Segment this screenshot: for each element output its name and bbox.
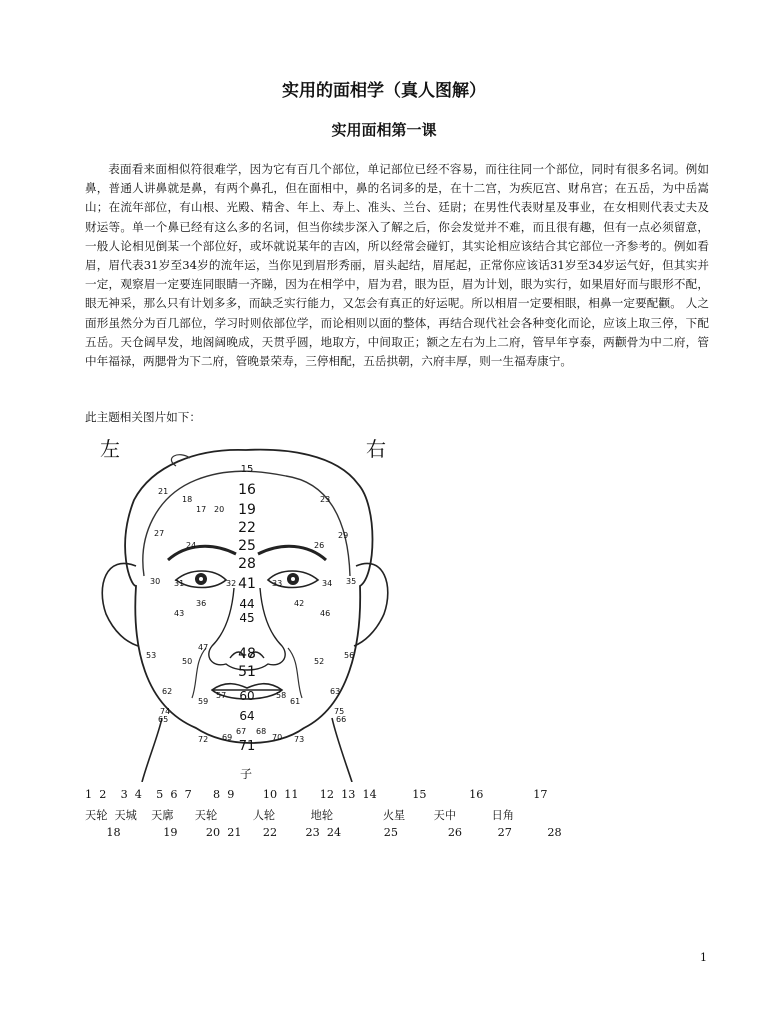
left-eyebrow xyxy=(168,546,236,560)
side-number: 30 xyxy=(150,577,161,586)
center-number: 22 xyxy=(238,520,256,536)
side-number: 53 xyxy=(146,651,157,660)
side-number: 57 xyxy=(216,691,227,700)
side-number: 72 xyxy=(198,735,209,744)
side-number: 32 xyxy=(226,579,237,588)
right-ear xyxy=(354,563,388,646)
figure-intro: 此主题相关图片如下： xyxy=(85,410,201,424)
side-number: 68 xyxy=(256,727,267,736)
center-number: 71 xyxy=(238,739,256,754)
page-title: 实用的面相学（真人图解） xyxy=(282,81,486,101)
left-ear xyxy=(102,563,138,646)
side-number: 43 xyxy=(174,609,185,618)
left-label: 左 xyxy=(100,437,120,461)
side-number: 66 xyxy=(336,715,347,724)
side-number: 50 xyxy=(182,657,193,666)
center-number: 51 xyxy=(238,664,256,680)
side-number: 70 xyxy=(272,733,283,742)
side-number: 47 xyxy=(198,643,209,652)
chin-label: 子 xyxy=(240,767,253,781)
side-number: 31 xyxy=(174,579,185,588)
side-number: 18 xyxy=(182,495,193,504)
side-number: 69 xyxy=(222,733,233,742)
side-number: 36 xyxy=(196,599,207,608)
side-number: 52 xyxy=(314,657,325,666)
center-number: 19 xyxy=(238,502,256,518)
side-number: 17 xyxy=(196,505,207,514)
side-number: 27 xyxy=(154,529,165,538)
side-number: 20 xyxy=(214,505,225,514)
side-number: 58 xyxy=(276,691,287,700)
side-number: 59 xyxy=(198,697,209,706)
side-number: 65 xyxy=(158,715,169,724)
center-number: 60 xyxy=(239,689,255,703)
body-paragraph: 表面看来面相似符很难学，因为它有百几个部位，单记部位已经不容易，而往往同一个部位，同时有很多名词。例如鼻，普通人讲鼻就是鼻，有两个鼻孔，但在面相中，鼻的名词多的是，在十二宫，为疾厄宫、财帛宫；在五岳，为中岳嵩山；在流年部位，有山根、光殿、精舍、年上、寿上、准头、兰台、廷尉；在男性代表财星及事业，在女相则代表丈夫及财运等。单一个鼻已经有这么多的名词，但当你续步深入了解之后，你会发觉并不难，而且很有趣，但有一点必须留意，一般人论相见倒某一个部位好，或坏就说某年的吉凶，所以经常会碰钉，其实论相应该结合其它部位一齐参考的。例如看眉，眉代表31岁至34岁的流年运，当你见到眉形秀丽，眉头起结，眉尾起，正常你应该话31岁至34岁运气好，但其实并一定，观察眉一定要连同眼睛一齐睇，因为在相学中，眉为君，眼为臣，眉为计划，眼为实行，如果眉好而与眼形不配，眼无神采，那么只有计划多多，而缺乏实行能力，又怎会有真正的好运呢。所以相眉一定要相眼，相鼻一定要配颧。 人之面形虽然分为百几部位，学习时则依部位学，而论相则以面的整体，再结合现代社会各种变化而论，应该上取三停，下配五岳。天仓阔早发，地阁阔晚成，天贯乎圆，地取方，中间取正；额之左右为上二府，管早年亨泰，两颧骨为中二府，管中年福禄，两腮骨为下二府，管晚景荣寿，三停相配，五岳拱朝，六府丰厚，则一生福寿康宁。 xyxy=(85,162,709,369)
side-number: 26 xyxy=(314,541,325,550)
side-number: 35 xyxy=(346,577,357,586)
center-number: 41 xyxy=(238,576,256,592)
side-number: 75 xyxy=(334,707,345,716)
right-label: 右 xyxy=(366,437,386,461)
side-number: 42 xyxy=(294,599,305,608)
page-number: 1 xyxy=(700,951,707,964)
side-number: 46 xyxy=(320,609,331,618)
center-number: 48 xyxy=(238,646,256,662)
side-number: 62 xyxy=(162,687,173,696)
side-number: 34 xyxy=(322,579,333,588)
side-number: 63 xyxy=(330,687,341,696)
page-subtitle: 实用面相第一课 xyxy=(331,121,437,139)
side-number: 67 xyxy=(236,727,247,736)
legend-names-row: 天轮 天城 天廓 天轮 人轮 地轮 火星 天中 日角 xyxy=(85,809,514,822)
center-number: 25 xyxy=(238,538,256,554)
side-number: 21 xyxy=(158,487,169,496)
side-number: 56 xyxy=(344,651,355,660)
face-diagram xyxy=(86,436,406,782)
center-number: 44 xyxy=(239,597,255,611)
center-numbers xyxy=(238,464,256,754)
center-number: 64 xyxy=(239,709,255,723)
center-number: 45 xyxy=(239,611,255,625)
legend-numbers-row: 1 2 3 4 5 6 7 8 9 10 11 12 13 14 15 16 17 xyxy=(85,788,548,801)
center-number: 28 xyxy=(238,556,256,572)
side-number: 61 xyxy=(290,697,301,706)
side-number: 73 xyxy=(294,735,305,744)
legend-numbers-row-2: 18 19 20 21 22 23 24 25 26 27 28 xyxy=(85,826,562,839)
side-number: 23 xyxy=(320,495,331,504)
side-number: 29 xyxy=(338,531,349,540)
side-number: 33 xyxy=(272,579,283,588)
side-number: 24 xyxy=(186,541,197,550)
side-number: 74 xyxy=(160,707,171,716)
center-number: 16 xyxy=(238,482,256,498)
center-number: 15 xyxy=(240,464,254,475)
